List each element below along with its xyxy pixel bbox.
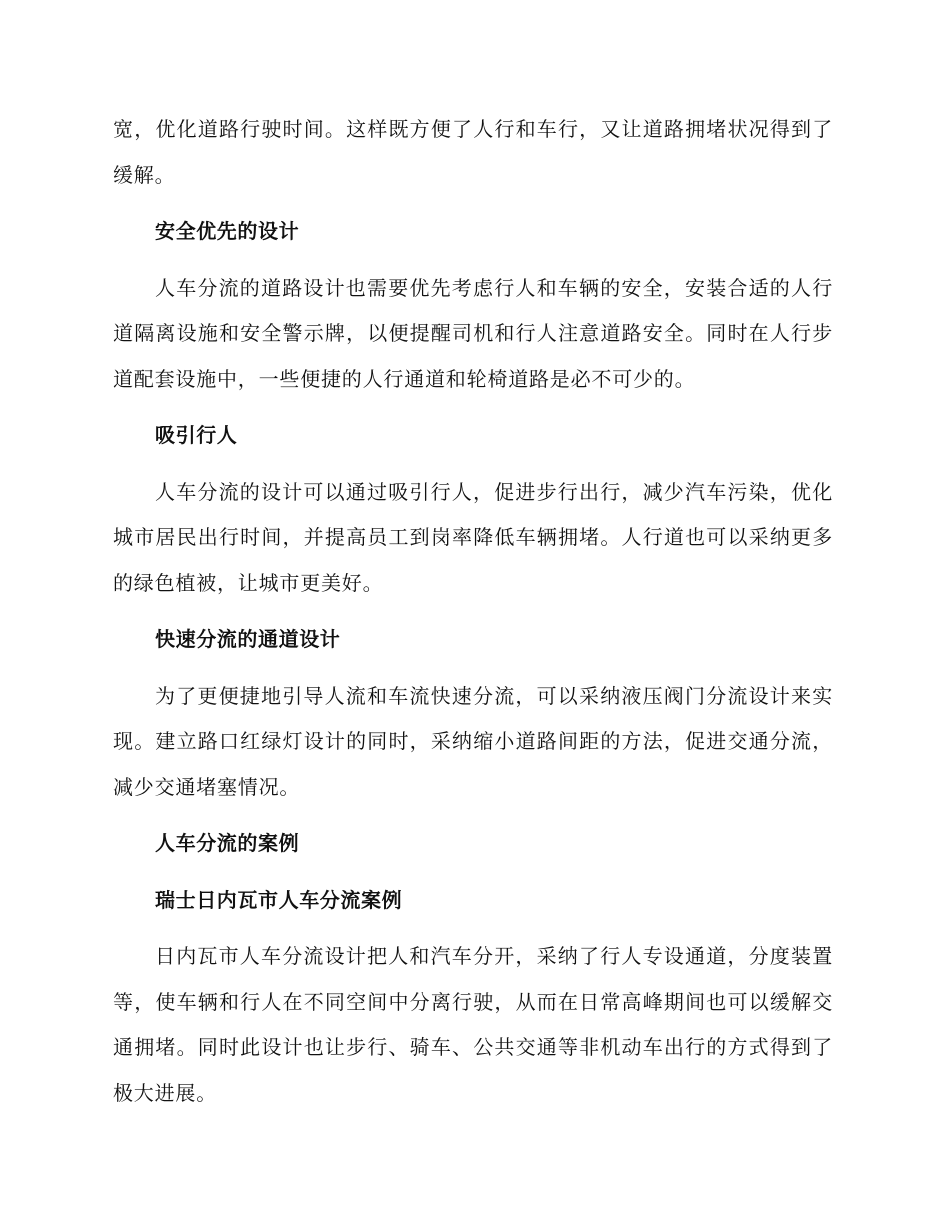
section-heading-safety-first: 安全优先的设计 — [155, 219, 300, 243]
document-page — [113, 107, 833, 1116]
section-heading-cases: 人车分流的案例 — [155, 831, 300, 855]
section-heading-fast-diversion: 快速分流的通道设计 — [155, 627, 341, 651]
paragraph-geneva-case: 日内瓦市人车分流设计把人和汽车分开，采纳了行人专设通道，分度装置等，使车辆和行人在不同空间中分离行驶，从而在日常高峰期间也可以缓解交通拥堵。同时此设计也让步行、骑车、公共交通等非机动车出行的方式得到了极大进展。 — [113, 944, 833, 1105]
paragraph-safety-first: 人车分流的道路设计也需要优先考虑行人和车辆的安全，安装合适的人行道隔离设施和安全警示牌，以便提醒司机和行人注意道路安全。同时在人行步道配套设施中，一些便捷的人行通道和轮椅道路是必不可少的。 — [113, 275, 833, 391]
section-heading-geneva-case: 瑞士日内瓦市人车分流案例 — [155, 887, 403, 912]
paragraph-continuation: 宽，优化道路行驶时间。这样既方便了人行和车行，又让道路拥堵状况得到了缓解。 — [113, 117, 833, 187]
paragraph-attract-pedestrians: 人车分流的设计可以通过吸引行人，促进步行出行，减少汽车污染，优化城市居民出行时间，并提高员工到岗率降低车辆拥堵。人行道也可以采纳更多的绿色植被，让城市更美好。 — [113, 479, 833, 595]
section-heading-attract-pedestrians: 吸引行人 — [155, 423, 238, 447]
paragraph-fast-diversion: 为了更便捷地引导人流和车流快速分流，可以采纳液压阀门分流设计来实现。建立路口红绿灯设计的同时，采纳缩小道路间距的方法，促进交通分流，减少交通堵塞情况。 — [113, 683, 833, 799]
